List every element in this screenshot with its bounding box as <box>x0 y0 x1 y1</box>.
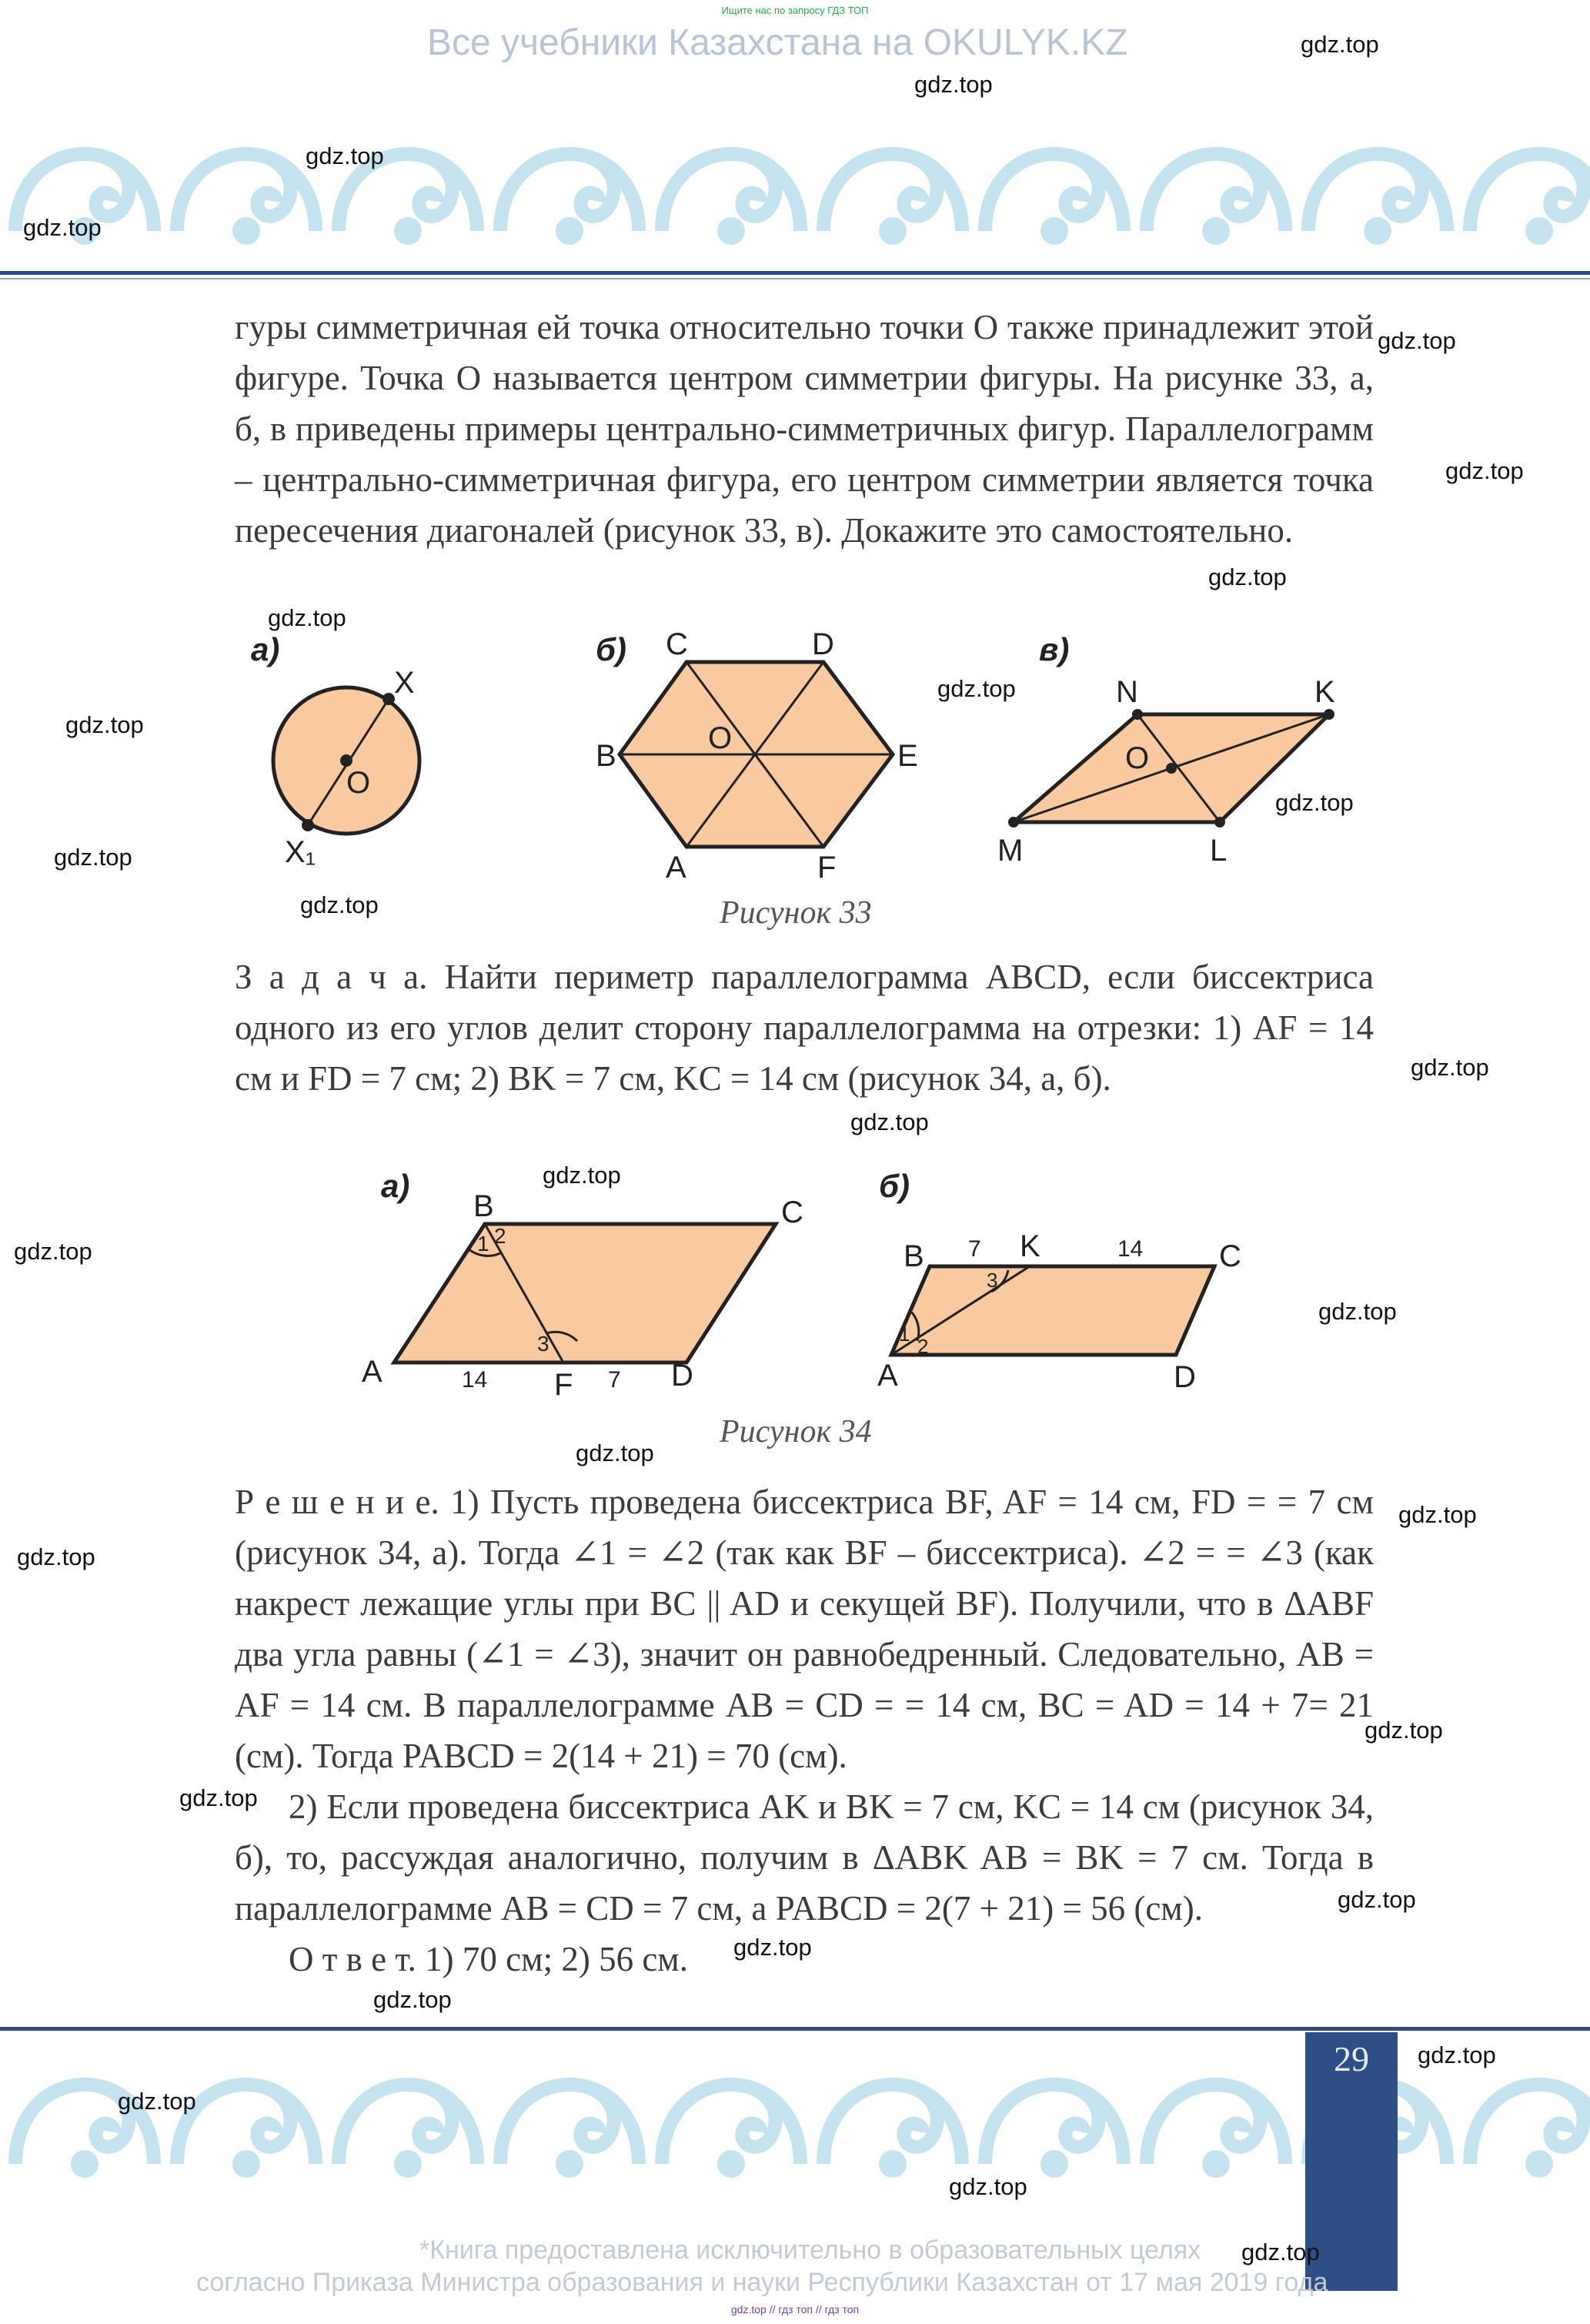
figure-34 <box>339 1162 1301 1424</box>
watermark: gdz.top <box>1338 1886 1416 1913</box>
fig33b-label-f: F <box>817 851 837 884</box>
fig33c-label-m: M <box>997 834 1024 868</box>
fig34a-label-f: F <box>554 1368 573 1402</box>
fig34b-len-7: 7 <box>968 1236 981 1262</box>
fig33c-label-n: N <box>1116 675 1138 709</box>
fig34b-label-b: B <box>904 1239 924 1273</box>
bottom-rule <box>0 2027 1590 2031</box>
watermark: gdz.top <box>17 1543 95 1570</box>
paragraph-symmetry <box>235 302 1374 556</box>
watermark: gdz.top <box>733 1934 812 1961</box>
watermark: gdz.top <box>1418 2041 1496 2068</box>
watermark: gdz.top <box>65 711 144 738</box>
watermark: gdz.top <box>1241 2239 1320 2265</box>
fig34a-parallelogram <box>394 1224 776 1363</box>
page-number: 29 <box>1334 2039 1369 2078</box>
top-rule <box>0 271 1590 275</box>
footer-note: gdz.top // гдз топ // гдз топ <box>730 2303 860 2316</box>
footer-line-2: согласно Приказа Министра образования и науки Республики Казахстан от 17 мая 2019 года <box>196 2268 1328 2297</box>
top-rule-thin <box>0 278 1590 279</box>
fig34b-angle-2: 2 <box>917 1335 929 1358</box>
watermark: gdz.top <box>118 2088 196 2115</box>
fig34a-angle-1: 1 <box>477 1232 489 1256</box>
watermark: gdz.top <box>576 1440 654 1466</box>
fig34a-label-d: D <box>671 1359 693 1393</box>
fig33c-label-k: K <box>1314 675 1335 709</box>
fig34b-len-14: 14 <box>1117 1236 1144 1262</box>
watermark: gdz.top <box>949 2173 1027 2200</box>
watermark: gdz.top <box>179 1784 258 1811</box>
fig33b-label-o: O <box>708 721 733 755</box>
watermark: gdz.top <box>14 1238 92 1265</box>
fig34b-angle-3: 3 <box>987 1269 998 1292</box>
figure-33 <box>231 616 1385 939</box>
fig34b-label-c: C <box>1219 1239 1241 1273</box>
fig33a-label-x1: X₁ <box>285 835 316 869</box>
watermark: gdz.top <box>373 1986 452 2013</box>
figure-34-caption: Рисунок 34 <box>720 1414 872 1450</box>
fig33b-label-d: D <box>812 627 834 661</box>
watermark: gdz.top <box>543 1162 621 1189</box>
ornament-pattern-top <box>0 139 1590 252</box>
watermark: gdz.top <box>1318 1298 1397 1325</box>
site-banner[interactable]: Все учебники Казахстана на OKULYK.KZ <box>427 22 1128 63</box>
watermark: gdz.top <box>1411 1054 1489 1081</box>
top-ornament <box>0 139 1590 252</box>
watermark: gdz.top <box>1275 789 1354 816</box>
fig34b-parallelogram <box>891 1266 1214 1355</box>
paragraph-text: О т в е т. 1) 70 см; 2) 56 см. <box>289 1940 689 1978</box>
paragraph-text: 2) Если проведена биссектриса AK и BK = 7 см, KC = 14 см (рисунок 34, б), то, рассуждая аналогично, получим в ΔABK AB = BK = 7 см. Тогда в параллелограмме AB = CD = 7 см, а PABCD = 2(7 + 21) = 56 (см). <box>235 1787 1374 1928</box>
paragraph-text: гуры симметричная ей точка относительно точки O также принадлежит этой фигуре. Точка O называется центром симметрии фигуры. На рисунке 33, а, б, в приведены примеры центрально-симметричных фигур. Параллелограмм – центрально-симметричная фигура, его центром симметрии является точка пересечения диагоналей (рисунок 33, в). Докажите это самостоятельно. <box>235 308 1374 550</box>
fig34a-len-14: 14 <box>462 1367 488 1393</box>
fig34a-label-b: B <box>473 1189 494 1223</box>
fig33b-tag: б) <box>596 631 626 667</box>
footer-line-1: *Книга предоставлена исключительно в образовательных целях <box>419 2235 1201 2265</box>
fig34a-angle-3: 3 <box>537 1332 549 1356</box>
fig33c-label-l: L <box>1210 834 1228 868</box>
fig34a-label-a: A <box>362 1355 382 1389</box>
watermark: gdz.top <box>54 844 132 871</box>
fig33b-label-c: C <box>666 627 688 661</box>
fig34b-label-k: K <box>1020 1229 1041 1263</box>
fig33b-label-e: E <box>897 739 918 773</box>
paragraph-solution <box>235 1476 1374 1985</box>
watermark: gdz.top <box>1365 1717 1443 1744</box>
fig34b-label-a: A <box>877 1359 898 1393</box>
fig33c-label-o: O <box>1125 741 1150 775</box>
fig34b-label-d: D <box>1174 1360 1196 1394</box>
fig34a-tag: а) <box>381 1168 410 1204</box>
watermark: gdz.top <box>1301 31 1379 58</box>
paragraph-text: З а д а ч а. Найти периметр параллелограмма ABCD, если биссектриса одного из его углов делит сторону параллелограмма на отрезки: 1) AF = 14 см и FD = 7 см; 2) BK = 7 см, KC = 14 см (рисунок 34, а, б). <box>235 958 1374 1098</box>
fig33a-label-o: O <box>346 766 371 800</box>
fig34a-angle-2: 2 <box>494 1224 506 1248</box>
fig33b-label-b: B <box>596 739 616 773</box>
fig33b-label-a: A <box>666 851 686 884</box>
fig34b-angle-1: 1 <box>899 1323 910 1346</box>
fig34a-label-c: C <box>781 1195 803 1229</box>
fig34b-tag: б) <box>879 1168 910 1204</box>
watermark: gdz.top <box>937 675 1016 702</box>
watermark: gdz.top <box>268 604 346 631</box>
watermark: gdz.top <box>306 142 384 169</box>
watermark: gdz.top <box>914 71 993 98</box>
fig33a-tag: а) <box>251 631 280 667</box>
watermark: gdz.top <box>1445 457 1524 484</box>
watermark: gdz.top <box>1208 563 1287 590</box>
watermark: gdz.top <box>300 891 379 918</box>
watermark: gdz.top <box>1378 327 1456 354</box>
watermark: gdz.top <box>850 1108 929 1135</box>
fig34a-len-7: 7 <box>608 1367 621 1393</box>
fig33c-tag: в) <box>1039 631 1070 667</box>
top-search-note: Ищите нас по запросу ГДЗ ТОП <box>721 5 869 16</box>
watermark: gdz.top <box>1398 1501 1477 1528</box>
paragraph-text: Р е ш е н и е. 1) Пусть проведена биссектриса BF, AF = 14 см, FD = = 7 см (рисунок 34, а). Тогда ∠1 = ∠2 (так как BF – биссектриса). ∠2 = = ∠3 (как накрест лежащие углы при BC || AD и секущей BF). Получили, что в ΔABF два угла равны (∠1 = ∠3), значит он равнобедренный. Следовательно, AB = AF = 14 см. В параллелограмме AB = CD = = 14 см, BC = AD = 14 + 7= 21 (см). Тогда PABCD = 2(14 + 21) = 70 (см). <box>235 1483 1374 1775</box>
fig33a-label-x: X <box>394 666 415 700</box>
watermark: gdz.top <box>23 214 102 241</box>
figure-33-caption: Рисунок 33 <box>720 895 872 931</box>
paragraph-task <box>235 951 1374 1104</box>
